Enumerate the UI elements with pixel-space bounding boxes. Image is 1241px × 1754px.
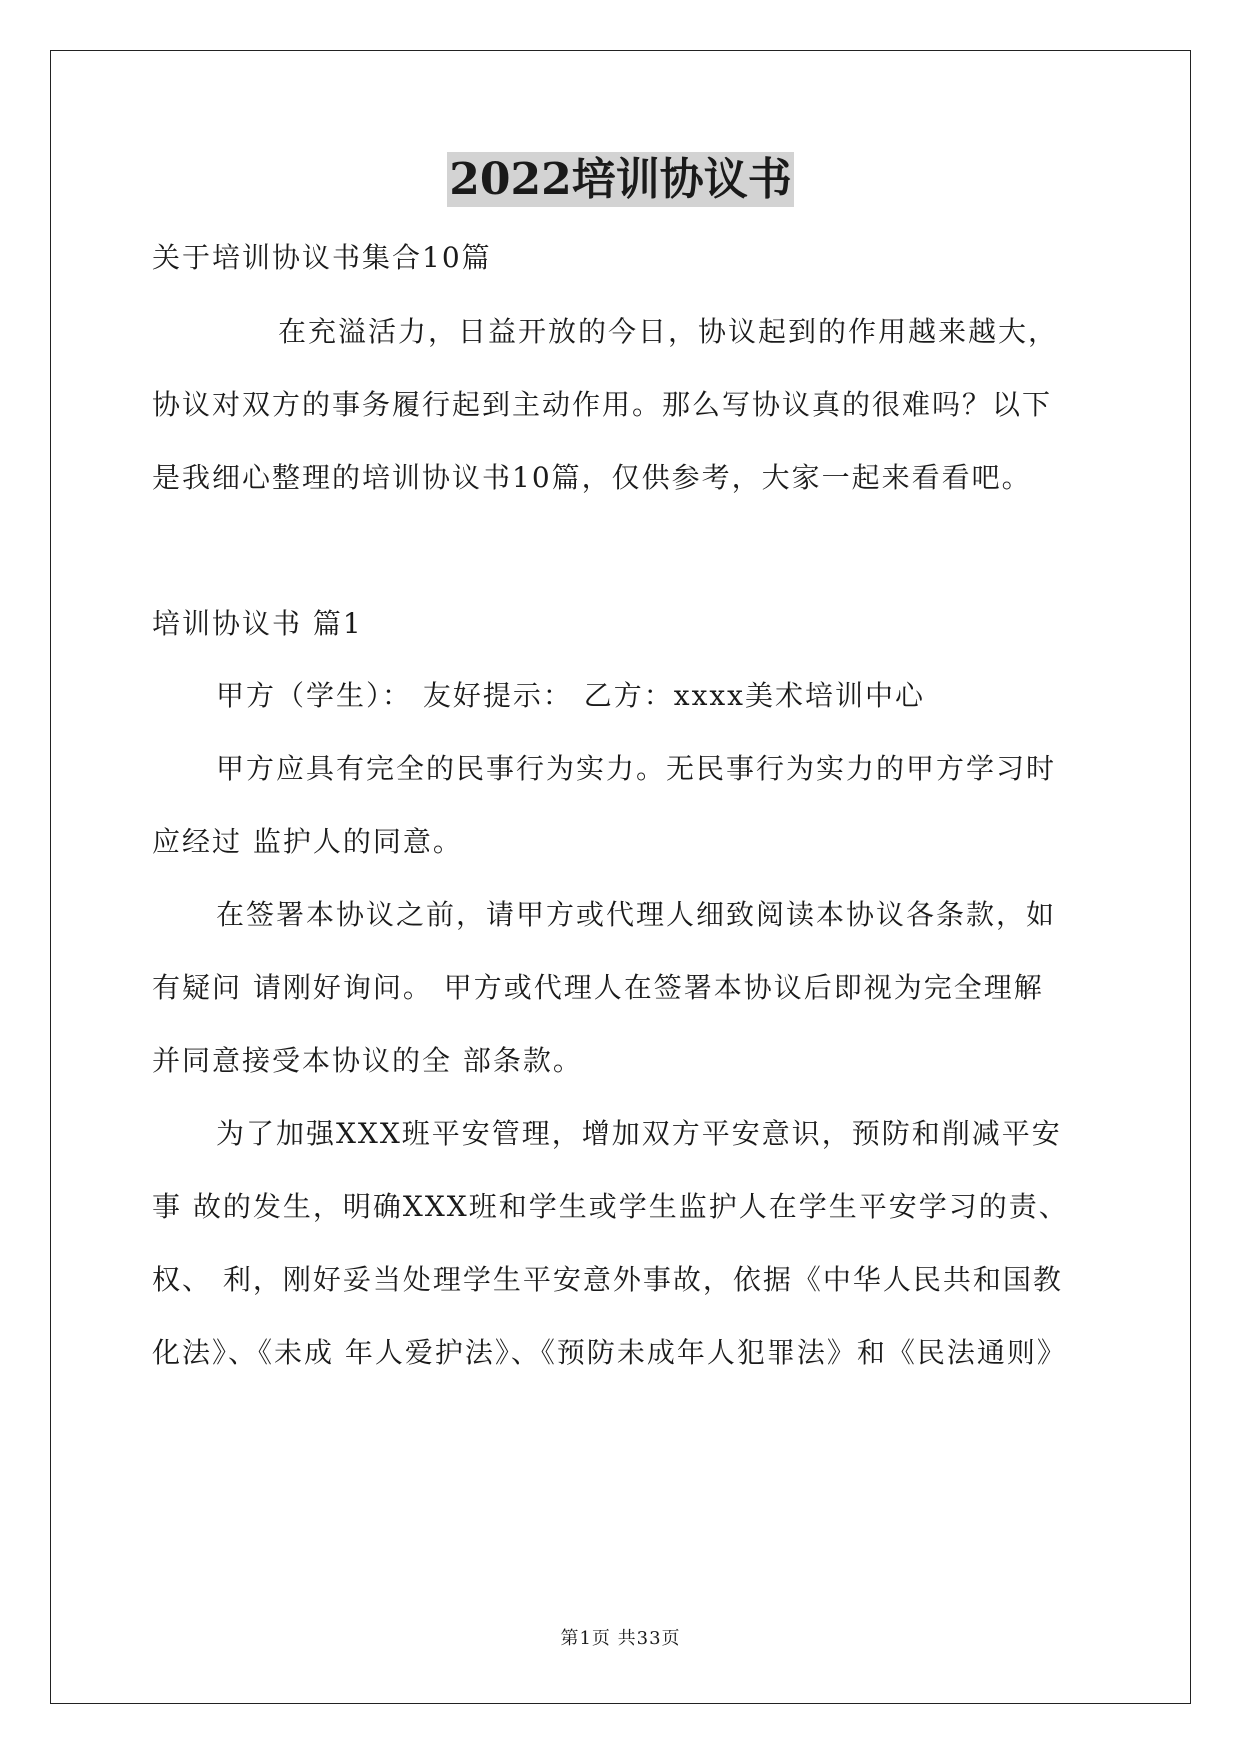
body-line: 有疑问 请刚好询问。 甲方或代理人在签署本协议后即视为完全理解 — [152, 971, 1044, 1004]
body-line: 甲方（学生）： 友好提示： 乙方：xxxx美术培训中心 — [216, 679, 925, 712]
intro-line: 协议对双方的事务履行起到主动作用。那么写协议真的很难吗？以下 — [152, 388, 1053, 421]
intro-line: 是我细心整理的培训协议书10篇，仅供参考，大家一起来看看吧。 — [152, 461, 1032, 494]
body-line: 事 故的发生，明确XXX班和学生或学生监护人在学生平安学习的责、 — [152, 1190, 1069, 1223]
document-title — [0, 150, 1241, 210]
subtitle: 关于培训协议书集合10篇 — [152, 241, 492, 274]
title-text: 2022培训协议书 — [449, 154, 792, 205]
page-border — [50, 50, 1191, 1704]
body-line: 甲方应具有完全的民事行为实力。无民事行为实力的甲方学习时 — [216, 752, 1057, 785]
section-heading: 培训协议书 篇1 — [152, 607, 363, 640]
body-line: 应经过 监护人的同意。 — [152, 825, 463, 858]
page-footer: 第1页 共33页 — [560, 1628, 681, 1649]
body-line: 为了加强XXX班平安管理，增加双方平安意识，预防和削减平安 — [216, 1117, 1062, 1150]
intro-line: 在充溢活力，日益开放的今日，协议起到的作用越来越大， — [278, 315, 1059, 348]
body-line: 权、 利，刚好妥当处理学生平安意外事故，依据《中华人民共和国教 — [152, 1263, 1063, 1296]
body-line: 在签署本协议之前，请甲方或代理人细致阅读本协议各条款，如 — [216, 898, 1057, 931]
body-line: 并同意接受本协议的全 部条款。 — [152, 1044, 583, 1077]
body-line: 化法》、《未成 年人爱护法》、《预防未成年人犯罪法》和《民法通则》 — [152, 1336, 1067, 1369]
